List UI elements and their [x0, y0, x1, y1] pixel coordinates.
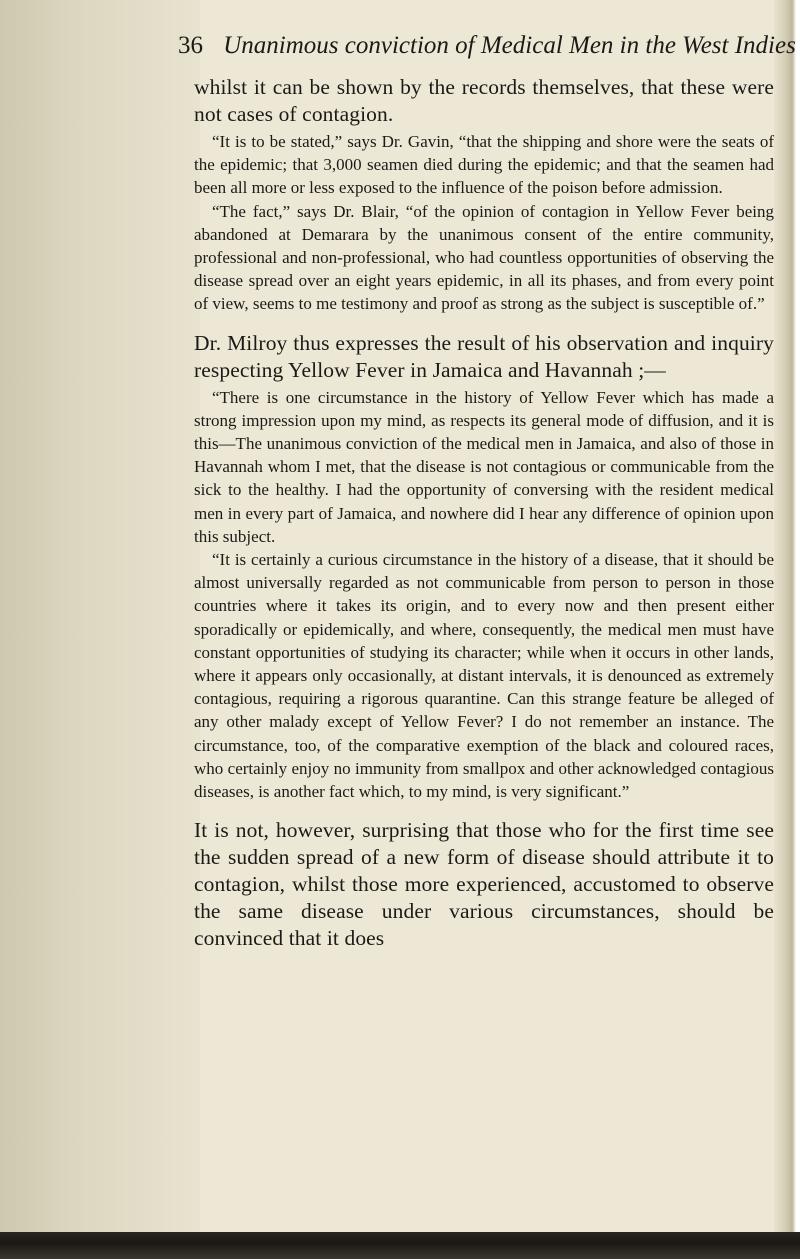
running-header	[178, 30, 796, 62]
bottom-edge-band	[0, 1232, 800, 1259]
page-number: 36	[178, 32, 203, 59]
quote-gavin: “It is to be stated,” says Dr. Gavin, “that the shipping and shore were the seats of the epidemic; that 3,000 seamen died during the epidemic; and that the seamen had been all more or less exposed to the influence of the poison before admission.	[194, 132, 774, 198]
quote-blair: “The fact,” says Dr. Blair, “of the opinion of contagion in Yellow Fever being abandoned at Demarara by the unanimous consent of the entire community, professional and non-professional, who had countless opportunities of observing the disease spread over an eight years epidemic, in all its phases, and from every point of view, seems to me testimony and proof as strong as the subject is susceptible of.”	[194, 201, 774, 314]
book-page	[28, 0, 796, 1259]
body-text	[194, 74, 774, 952]
paragraph-milroy-intro: Dr. Milroy thus expresses the result of his observation and inquiry respecting Yellow Fever in Jamaica and Havannah ;—	[194, 330, 774, 382]
quote-milroy-1: “There is one circumstance in the history of Yellow Fever which has made a strong impression upon my mind, as respects its general mode of diffusion, and it is this—The unanimous conviction of the medical men in Jamaica, and also of those in Havannah whom I met, that the disease is not contagious or communicable from the sick to the healthy. I had the opportunity of conversing with the resident medical men in every part of Jamaica, and nowhere did I hear any difference of opinion upon this subject.	[194, 387, 774, 546]
quote-milroy-2: “It is certainly a curious circumstance in the history of a disease, that it should be almost universally regarded as not communicable from person to person in those countries where it takes its origin, and to every now and then present either sporadically or epidemically, and where, consequently, the medical men must have constant opportunities of studying its character; while when it occurs in other lands, where it appears only occasionally, at distant intervals, it is denounced as extremely contagious, requiring a rigorous quarantine. Can this strange feature be alleged of any other malady except of Yellow Fever? I do not remember an instance. The circumstance, too, of the comparative exemption of the black and coloured races, who certainly enjoy no immunity from smallpox and other acknowledged contagious diseases, is another fact which, to my mind, is very significant.”	[194, 550, 774, 802]
paragraph-closing: It is not, however, surprising that those who for the first time see the sudden spread of a new form of disease should attribute it to contagion, whilst those more experienced, accustomed to observe the same disease under various circumstances, should be convinced that it does	[194, 818, 774, 951]
running-title: Unanimous conviction of Medical Men in the West Indies	[223, 32, 796, 59]
page-edge	[774, 0, 800, 1259]
paragraph-opening: whilst it can be shown by the records themselves, that these were not cases of contagion.	[194, 75, 774, 126]
